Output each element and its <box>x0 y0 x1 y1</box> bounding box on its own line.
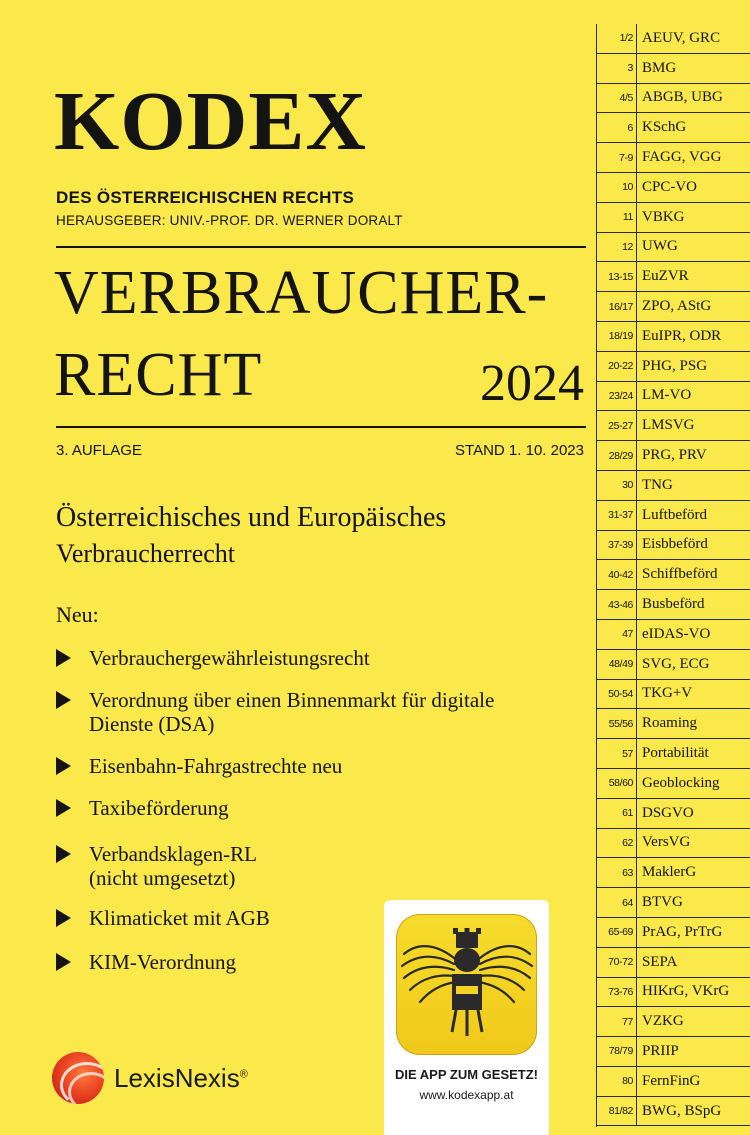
tab-number: 37-39 <box>608 538 633 551</box>
triangle-bullet-icon <box>56 953 71 971</box>
tab-number: 62 <box>622 836 633 849</box>
register-tab <box>597 441 750 471</box>
tab-label: BTVG <box>642 894 683 910</box>
tab-number: 61 <box>622 807 633 820</box>
tab-label: KSchG <box>642 119 687 136</box>
register-tab <box>597 501 750 531</box>
register-tab <box>597 233 750 263</box>
register-tab <box>597 471 750 501</box>
register-tab <box>597 650 750 680</box>
triangle-bullet-icon <box>56 691 71 709</box>
tab-number: 48/49 <box>608 658 633 671</box>
tab-label: eIDAS-VO <box>642 625 711 642</box>
tab-number: 16/17 <box>608 300 633 313</box>
tab-number: 77 <box>622 1015 633 1028</box>
register-tab <box>597 680 750 710</box>
tab-number: 4/5 <box>619 91 633 104</box>
tab-number: 11 <box>622 211 633 224</box>
tab-number: 65-69 <box>608 926 633 939</box>
tab-number: 55/56 <box>608 717 633 730</box>
tab-number: 3 <box>627 62 633 75</box>
register-tab <box>597 531 750 561</box>
tab-number: 12 <box>622 240 633 253</box>
tab-number: 6 <box>627 121 633 134</box>
tab-number: 30 <box>622 479 633 492</box>
tab-number: 64 <box>622 896 633 909</box>
tab-label: EuIPR, ODR <box>642 327 722 344</box>
tab-label: HIKrG, VKrG <box>642 983 730 1000</box>
app-promo-badge <box>384 900 549 1135</box>
feature-item: Eisenbahn-Fahrgastrechte neu <box>56 754 342 778</box>
register-tab <box>597 769 750 799</box>
register-tab <box>597 411 750 441</box>
tab-number: 58/60 <box>608 777 633 790</box>
edition-year: 2024 <box>480 355 584 412</box>
tab-number: 78/79 <box>608 1045 633 1058</box>
tab-label: Geoblocking <box>642 774 720 791</box>
tab-label: PrAG, PrTrG <box>642 923 723 940</box>
tab-number: 20-22 <box>608 360 633 373</box>
register-tab <box>597 322 750 352</box>
tab-number: 40-42 <box>608 568 633 581</box>
publisher-logo <box>52 1052 248 1104</box>
tab-number: 31-37 <box>608 509 633 522</box>
tab-number: 50-54 <box>608 687 633 700</box>
edition-label: 3. AUFLAGE <box>56 442 142 459</box>
tab-label: DSGVO <box>642 804 694 821</box>
register-tab <box>597 143 750 173</box>
triangle-bullet-icon <box>56 799 71 817</box>
tab-label: SVG, ECG <box>642 655 710 672</box>
tab-number: 23/24 <box>608 389 633 402</box>
divider-top <box>56 246 586 248</box>
tab-label: PRG, PRV <box>642 447 707 464</box>
tab-number: 80 <box>622 1075 633 1088</box>
register-tab <box>597 829 750 859</box>
feature-item: Verbrauchergewährleistungsrecht <box>56 646 370 670</box>
brand-title: KODEX <box>54 75 368 168</box>
stand-date: STAND 1. 10. 2023 <box>455 442 584 459</box>
register-tab <box>597 858 750 888</box>
register-tab <box>597 709 750 739</box>
feature-item: KIM-Verordnung <box>56 950 236 974</box>
registered-mark: ® <box>239 1067 248 1080</box>
tab-label: Luftbeförd <box>642 506 707 523</box>
tab-label: Portabilität <box>642 745 709 762</box>
feature-item: Taxibeförderung <box>56 796 229 820</box>
tab-number: 81/82 <box>608 1105 633 1118</box>
tab-number: 70-72 <box>608 956 633 969</box>
tab-number: 18/19 <box>608 330 633 343</box>
tab-number: 57 <box>622 747 633 760</box>
register-tab <box>597 292 750 322</box>
register-tab <box>597 1037 750 1067</box>
register-tab <box>597 739 750 769</box>
register-tab <box>597 24 750 54</box>
tab-label: TNG <box>642 476 673 493</box>
register-tabs <box>596 24 750 1127</box>
tab-label: FernFinG <box>642 1072 701 1089</box>
title-line-2: RECHT <box>54 341 263 409</box>
triangle-bullet-icon <box>56 649 71 667</box>
tab-label: FAGG, VGG <box>642 149 722 166</box>
tab-number: 25-27 <box>608 419 633 432</box>
tab-label: VZKG <box>642 1013 684 1030</box>
tab-label: VersVG <box>642 834 691 851</box>
register-tab <box>597 948 750 978</box>
register-tab <box>597 590 750 620</box>
description-line-2: Verbraucherrecht <box>56 539 235 568</box>
tab-label: LMSVG <box>642 417 695 434</box>
title-line-1: VERBRAUCHER- <box>54 259 549 327</box>
description <box>56 500 576 572</box>
tab-number: 43-46 <box>608 598 633 611</box>
app-url[interactable]: www.kodexapp.at <box>419 1088 514 1102</box>
register-tab <box>597 1007 750 1037</box>
tab-label: UWG <box>642 238 678 255</box>
tab-label: ZPO, AStG <box>642 298 712 315</box>
register-tab <box>597 173 750 203</box>
tab-number: 13-15 <box>608 270 633 283</box>
tab-label: BMG <box>642 59 677 76</box>
tab-label: BWG, BSpG <box>642 1102 722 1119</box>
tab-label: Roaming <box>642 715 697 732</box>
register-tab <box>597 620 750 650</box>
tab-label: MaklerG <box>642 864 697 881</box>
register-tab <box>597 352 750 382</box>
register-tab <box>597 888 750 918</box>
tab-label: AEUV, GRC <box>642 29 721 46</box>
tab-number: 10 <box>622 181 633 194</box>
register-tab <box>597 113 750 143</box>
register-tab <box>597 560 750 590</box>
register-tab <box>597 1097 750 1127</box>
tab-label: Schiffbeförd <box>642 566 718 583</box>
triangle-bullet-icon <box>56 909 71 927</box>
register-tab <box>597 84 750 114</box>
app-slogan: DIE APP ZUM GESETZ! <box>394 1067 538 1082</box>
tab-label: PRIIP <box>642 1042 679 1059</box>
tab-number: 28/29 <box>608 449 633 462</box>
tab-label: TKG+V <box>642 685 693 702</box>
series-subtitle: DES ÖSTERREICHISCHEN RECHTS <box>56 188 355 207</box>
register-tab <box>597 203 750 233</box>
tab-number: 73-76 <box>608 985 633 998</box>
tab-label: Eisbbeförd <box>642 536 708 553</box>
tab-number: 47 <box>622 628 633 641</box>
register-tab <box>597 1067 750 1097</box>
triangle-bullet-icon <box>56 757 71 775</box>
lexisnexis-logo-icon <box>52 1052 104 1104</box>
description-line-1: Österreichisches und Europäisches <box>56 502 447 533</box>
tab-label: SEPA <box>642 953 678 970</box>
feature-item: Verbandsklagen-RL (nicht umgesetzt) <box>56 842 257 890</box>
tab-label: PHG, PSG <box>642 357 708 374</box>
feature-item: Verordnung über einen Binnenmarkt für digitale Dienste (DSA) <box>56 688 494 736</box>
tab-label: EuZVR <box>642 268 689 285</box>
register-tab <box>597 54 750 84</box>
register-tab <box>597 918 750 948</box>
tab-label: VBKG <box>642 208 685 225</box>
new-label: Neu: <box>56 602 99 627</box>
tab-label: LM-VO <box>642 387 692 404</box>
tab-number: 1/2 <box>619 32 633 45</box>
tab-label: ABGB, UBG <box>642 89 723 106</box>
register-tab <box>597 978 750 1008</box>
tab-label: Busbeförd <box>642 596 705 613</box>
publisher-name: LexisNexis <box>114 1062 240 1093</box>
kodex-app-eagle-icon <box>396 914 537 1055</box>
tab-number: 7-9 <box>619 151 633 164</box>
triangle-bullet-icon <box>56 845 71 863</box>
editor-line: HERAUSGEBER: UNIV.-PROF. DR. WERNER DORALT <box>56 213 403 228</box>
tab-label: CPC-VO <box>642 178 698 195</box>
register-tab <box>597 262 750 292</box>
register-tab <box>597 799 750 829</box>
feature-item: Klimaticket mit AGB <box>56 906 270 930</box>
register-tab <box>597 382 750 412</box>
tab-number: 63 <box>622 866 633 879</box>
divider-bottom <box>56 426 586 428</box>
